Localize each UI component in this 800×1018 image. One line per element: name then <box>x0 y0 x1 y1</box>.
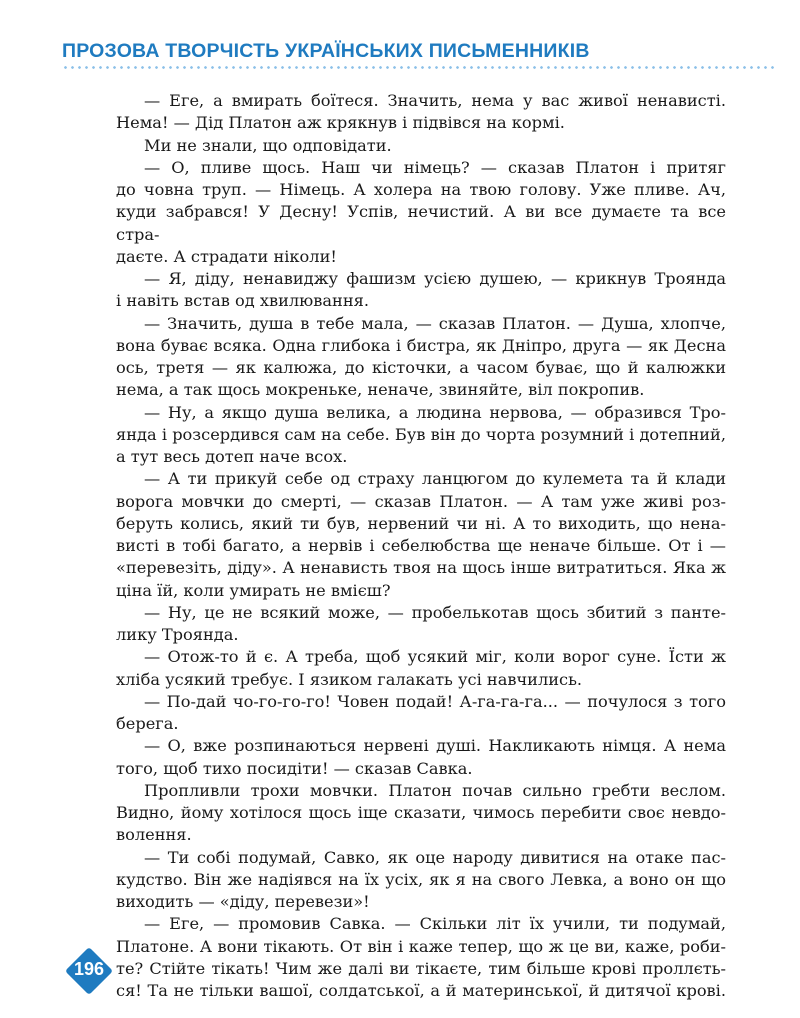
text-line: лику Троянда. <box>116 625 239 644</box>
text-line: Платоне. А вони тікають. От він і каже тепер, що ж це ви, каже, роби- <box>116 936 726 956</box>
text-line: нема, а так щось мокреньке, неначе, звиняйте, віл покропив. <box>116 380 645 400</box>
text-line: — Ну, а якщо душа велика, а людина нервова, — образився Тро- <box>144 402 726 422</box>
text-line: — Еге, — промовив Савка. — Скільки літ їх учили, ти подумай, <box>144 914 726 934</box>
text-line: Пропливли трохи мовчки. Платон почав сильно гребти веслом. <box>144 780 726 800</box>
text-line: «перевезіть, діду». А ненависть твоя на щось інше витратиться. Яка ж <box>116 558 726 578</box>
text-line: — А ти прикуй себе од страху ланцюгом до кулемета та й клади <box>144 469 726 489</box>
text-line: те? Стійте тікать! Чим же далі ви тікаєте, тим більше крові проллєть- <box>116 958 726 978</box>
running-header: ПРОЗОВА ТВОРЧІСТЬ УКРАЇНСЬКИХ ПИСЬМЕННИКІВ <box>62 40 590 62</box>
body-text <box>116 90 726 1002</box>
text-line: хліба усякий требує. І язиком галакать усі навчились. <box>116 669 583 689</box>
page-number-badge <box>64 946 114 996</box>
text-line: волення. <box>116 825 192 845</box>
text-line: — Ти собі подумай, Савко, як оце народу дивитися на отаке пас- <box>144 847 726 867</box>
text-line: берега. <box>116 714 179 733</box>
text-line: — Отож-то й є. А треба, щоб усякий міг, коли ворог суне. Їсти ж <box>144 647 726 667</box>
text-line: — Значить, душа в тебе мала, — сказав Платон. — Душа, хлопче, <box>144 313 726 333</box>
text-line: — По-дай чо-го-го-го! Човен подай! А-га-га-га... — почулося з того <box>144 691 726 711</box>
text-line: Нема! — Дід Платон аж крякнув і підвівся на кормі. <box>116 113 565 133</box>
text-line: ворога мовчки до смерті, — сказав Платон. — А там уже живі роз- <box>116 491 726 511</box>
text-line: даєте. А страдати ніколи! <box>116 246 337 266</box>
text-line: виходить — «діду, перевези»! <box>116 892 370 911</box>
text-line: — Ну, це не всякий може, — пробелькотав щось збитий з панте- <box>144 602 726 622</box>
text-line: янда і розсердився сам на себе. Був він до чорта розумний і дотепний, <box>116 424 726 444</box>
text-line: беруть колись, який ти був, нервений чи ні. А то виходить, що нена- <box>116 513 726 533</box>
text-line: ось, третя — як калюжа, до кісточки, а часом буває, що й калюжки <box>116 358 726 377</box>
text-line: Видно, йому хотілося щось іще сказати, чимось перебити своє невдо- <box>116 803 726 822</box>
text-line: — О, пливе щось. Наш чи німець? — сказав Платон і притяг <box>144 157 726 177</box>
text-line: куди забрався! У Десну! Успів, нечистий. А ви все думаєте та все стра- <box>116 202 726 244</box>
text-line: — О, вже розпинаються нервені душі. Накликають німця. А нема <box>144 736 726 756</box>
text-line: ся! Та не тільки вашої, солдатської, а й материнської, й дитячої крові. <box>116 981 726 1000</box>
text-line: і навіть встав од хвилювання. <box>116 291 369 311</box>
text-line: а тут весь дотеп наче всох. <box>116 447 348 466</box>
text-line: Ми не знали, що одповідати. <box>144 135 392 155</box>
page-number: 196 <box>73 959 105 979</box>
text-line: ціна їй, коли умирать не вмієш? <box>116 580 391 600</box>
text-line: — Еге, а вмирать боїтеся. Значить, нема у вас живої ненависті. <box>144 91 726 110</box>
text-line: того, щоб тихо посидіти! — сказав Савка. <box>116 758 473 778</box>
text-line: до човна труп. — Німець. А холера на твою голову. Уже пливе. Ач, <box>116 180 726 199</box>
text-line: — Я, діду, ненавиджу фашизм усією душею, — крикнув Троянда <box>144 269 726 288</box>
text-line: вона буває всяка. Одна глибока і бистра, як Дніпро, друга — як Десна <box>116 335 726 355</box>
text-line: висті в тобі багато, а нервів і себелюбства ще неначе більше. От і — <box>116 536 726 555</box>
text-line: кудство. Він же надіявся на їх усіх, як я на свого Левка, а воно он що <box>116 869 726 889</box>
header-dotted-rule <box>62 66 774 69</box>
